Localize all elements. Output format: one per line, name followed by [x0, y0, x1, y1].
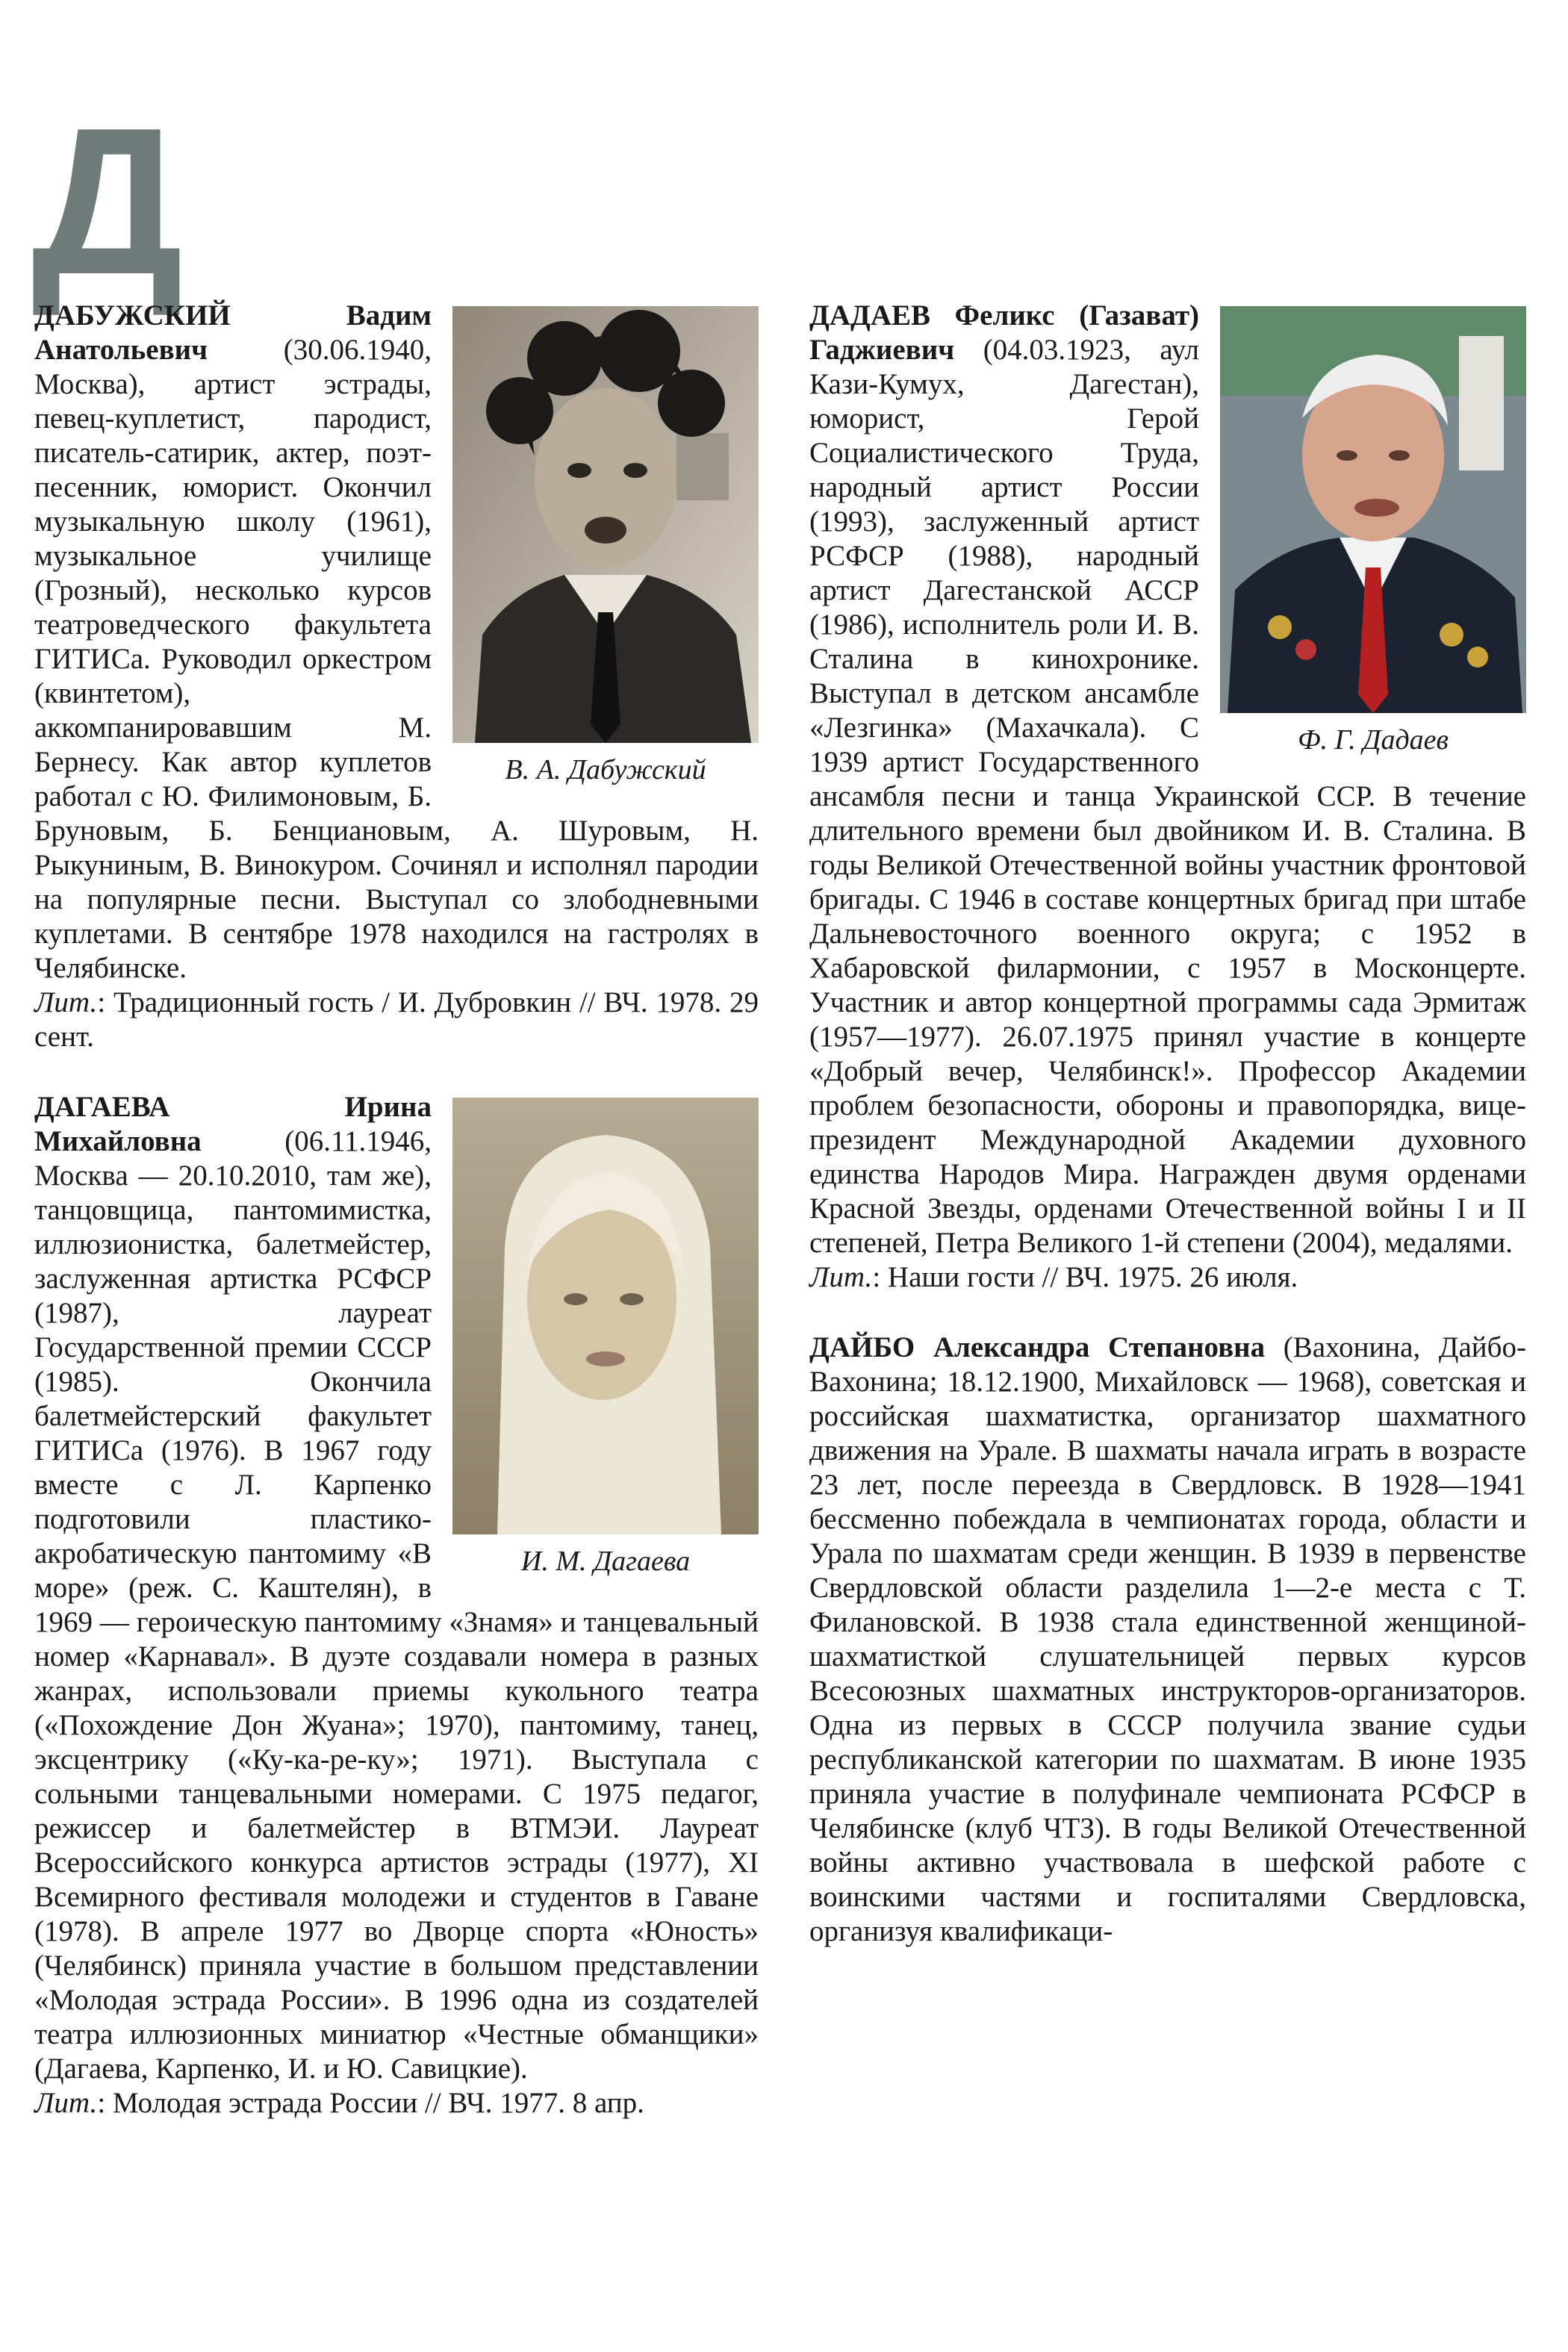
- literature-text: : Наши гости // ВЧ. 1975. 26 июля.: [872, 1261, 1298, 1293]
- entry-literature: [34, 2086, 759, 2121]
- right-column: [809, 299, 1526, 1949]
- entry-body: [34, 299, 759, 986]
- portrait-photo-icon: [1220, 306, 1526, 713]
- literature-label: Лит.: [809, 1261, 873, 1293]
- literature-label: Лит.: [34, 986, 98, 1018]
- section-letter: Д: [31, 85, 184, 318]
- portrait-photo-icon: [452, 1098, 759, 1534]
- entry-dadaev: [809, 299, 1526, 1295]
- literature-label: Лит.: [34, 2087, 98, 2119]
- entry-figure: [452, 306, 759, 786]
- photo-caption: В. А. Дабужский: [505, 754, 706, 785]
- entry-figure: [1220, 306, 1526, 756]
- entry-dabuzhsky: [34, 299, 759, 1054]
- entry-name: ДАБУЖСКИЙ Вадим Анатольевич: [34, 299, 432, 366]
- entry-spacer: [34, 1054, 759, 1090]
- entry-spacer: [809, 1295, 1526, 1331]
- photo-caption: Ф. Г. Дадаев: [1297, 724, 1449, 756]
- entry-body: [809, 299, 1526, 1260]
- left-column: [34, 299, 759, 2121]
- entry-text: (Вахонина, Дайбо-Вахонина; 18.12.1900, Михайловск — 1968), советская и российская шахматистка, организатор шахматного движения на Урале. В шахматы начала играть в возрасте 23 лет, после переезда в Свердловск. В 1928—1941 бессменно побеждала в чемпионатах города, области и Урала по шахматам среди женщин. В 1939 в первенстве Свердловской области разделила 1—2-е места с Т. Филановской. В 1938 стала единственной женщиной-шахматисткой слушательницей первых курсов Всесоюзных шахматных инструкторов-организаторов. Одна из первых в СССР получила звание судьи республиканской категории по шахматам. В июне 1935 приняла участие в полуфинале чемпионата РСФСР в Челябинске (клуб ЧТЗ). В годы Великой Отечественной войны активно участвовала в шефской работе с воинскими частями и госпиталями Свердловска, организуя квалификаци-: [809, 1331, 1526, 1947]
- entry-name: ДАГАЕВА Ирина Михайловна: [34, 1091, 432, 1157]
- entry-text: (30.06.1940, Москва), артист эстрады, певец-куплетист, пародист, писатель-сатирик, актер, поэт-песенник, юморист. Окончил музыкальную школу (1961), музыкальное училище (Грозный), несколько курсов театроведческого факультета ГИТИСа. Руководил оркестром (квинтетом), аккомпанировавшим М. Бернесу. Как автор куплетов работал с Ю. Филимоновым, Б. Бруновым, Б. Бенциановым, А. Шуровым, Н. Рыкуниным, В. Винокуром. Сочинял и исполнял пародии на популярные песни. Выступал со злободневными куплетами. В сентябре 1978 находился на гастролях в Челябинске.: [34, 334, 759, 984]
- entry-literature: [809, 1260, 1526, 1295]
- photo-caption: И. М. Дагаева: [520, 1546, 691, 1577]
- entry-daibo: [809, 1331, 1526, 1949]
- entry-text: (06.11.1946, Москва — 20.10.2010, там же), танцовщица, пантомимистка, иллюзионистка, балетмейстер, заслуженная артистка РСФСР (1987), лауреат Государственной премии СССР (1985). Окончила балетмейстерский факультет ГИТИСа (1976). В 1967 году вместе с Л. Карпенко подготовили пластико-акробатическую пантомиму «В море» (реж. С. Каштелян), в 1969 — героическую пантомиму «Знамя» и танцевальный номер «Карнавал». В дуэте создавали номера в разных жанрах, использовали приемы кукольного театра («Похождение Дон Жуана»; 1970), пантомиму, танец, эксцентрику («Ку-ка-ре-ку»; 1971). Выступала с сольными танцевальными номерами. С 1975 педагог, режиссер и балетмейстер в ВТМЭИ. Лауреат Всероссийского конкурса артистов эстрады (1977), XI Всемирного фестиваля молодежи и студентов в Гаване (1978). В апреле 1977 во Дворце спорта «Юность» (Челябинск) приняла участие в большом представлении «Молодая эстрада России». В 1996 одна из создателей театра иллюзионных миниатюр «Честные обманщики» (Дагаева, Карпенко, И. и Ю. Савицкие).: [34, 1125, 759, 2085]
- portrait-photo-icon: [452, 306, 759, 743]
- entry-name: ДАЙБО Александра Степановна: [809, 1331, 1266, 1363]
- entry-literature: [34, 986, 759, 1054]
- entry-figure: [452, 1098, 759, 1578]
- literature-text: : Традиционный гость / И. Дубровкин // ВЧ. 1978. 29 сент.: [34, 986, 759, 1053]
- entry-body: [809, 1331, 1526, 1949]
- entry-body: [34, 1090, 759, 2086]
- literature-text: : Молодая эстрада России // ВЧ. 1977. 8 апр.: [97, 2087, 644, 2119]
- entry-name: ДАДАЕВ Феликс (Газават) Гаджиевич: [809, 299, 1199, 366]
- entry-text: (04.03.1923, аул Кази-Кумух, Дагестан), юморист, Герой Социалистического Труда, народный артист России (1993), заслуженный артист РСФСР (1988), народный артист Дагестанской АССР (1986), исполнитель роли И. В. Сталина в кинохронике. Выступал в детском ансамбле «Лезгинка» (Махачкала). С 1939 артист Государственного ансамбля песни и танца Украинской ССР. В течение длительного времени был двойником И. В. Сталина. В годы Великой Отечественной войны участник фронтовой бригады. С 1946 в составе концертных бригад при штабе Дальневосточного военного округа; с 1952 в Хабаровской филармонии, с 1957 в Москонцерте. Участник и автор концертной программы сада Эрмитаж (1957—1977). 26.07.1975 принял участие в концерте «Добрый вечер, Челябинск!». Профессор Академии проблем безопасности, обороны и правопорядка, вице-президент Международной Академии духовного единства Народов Мира. Награжден двумя орденами Красной Звезды, орденами Отечественной войны I и II степеней, Петра Великого 1-й степени (2004), медалями.: [809, 334, 1526, 1259]
- entry-dagaeva: [34, 1090, 759, 2121]
